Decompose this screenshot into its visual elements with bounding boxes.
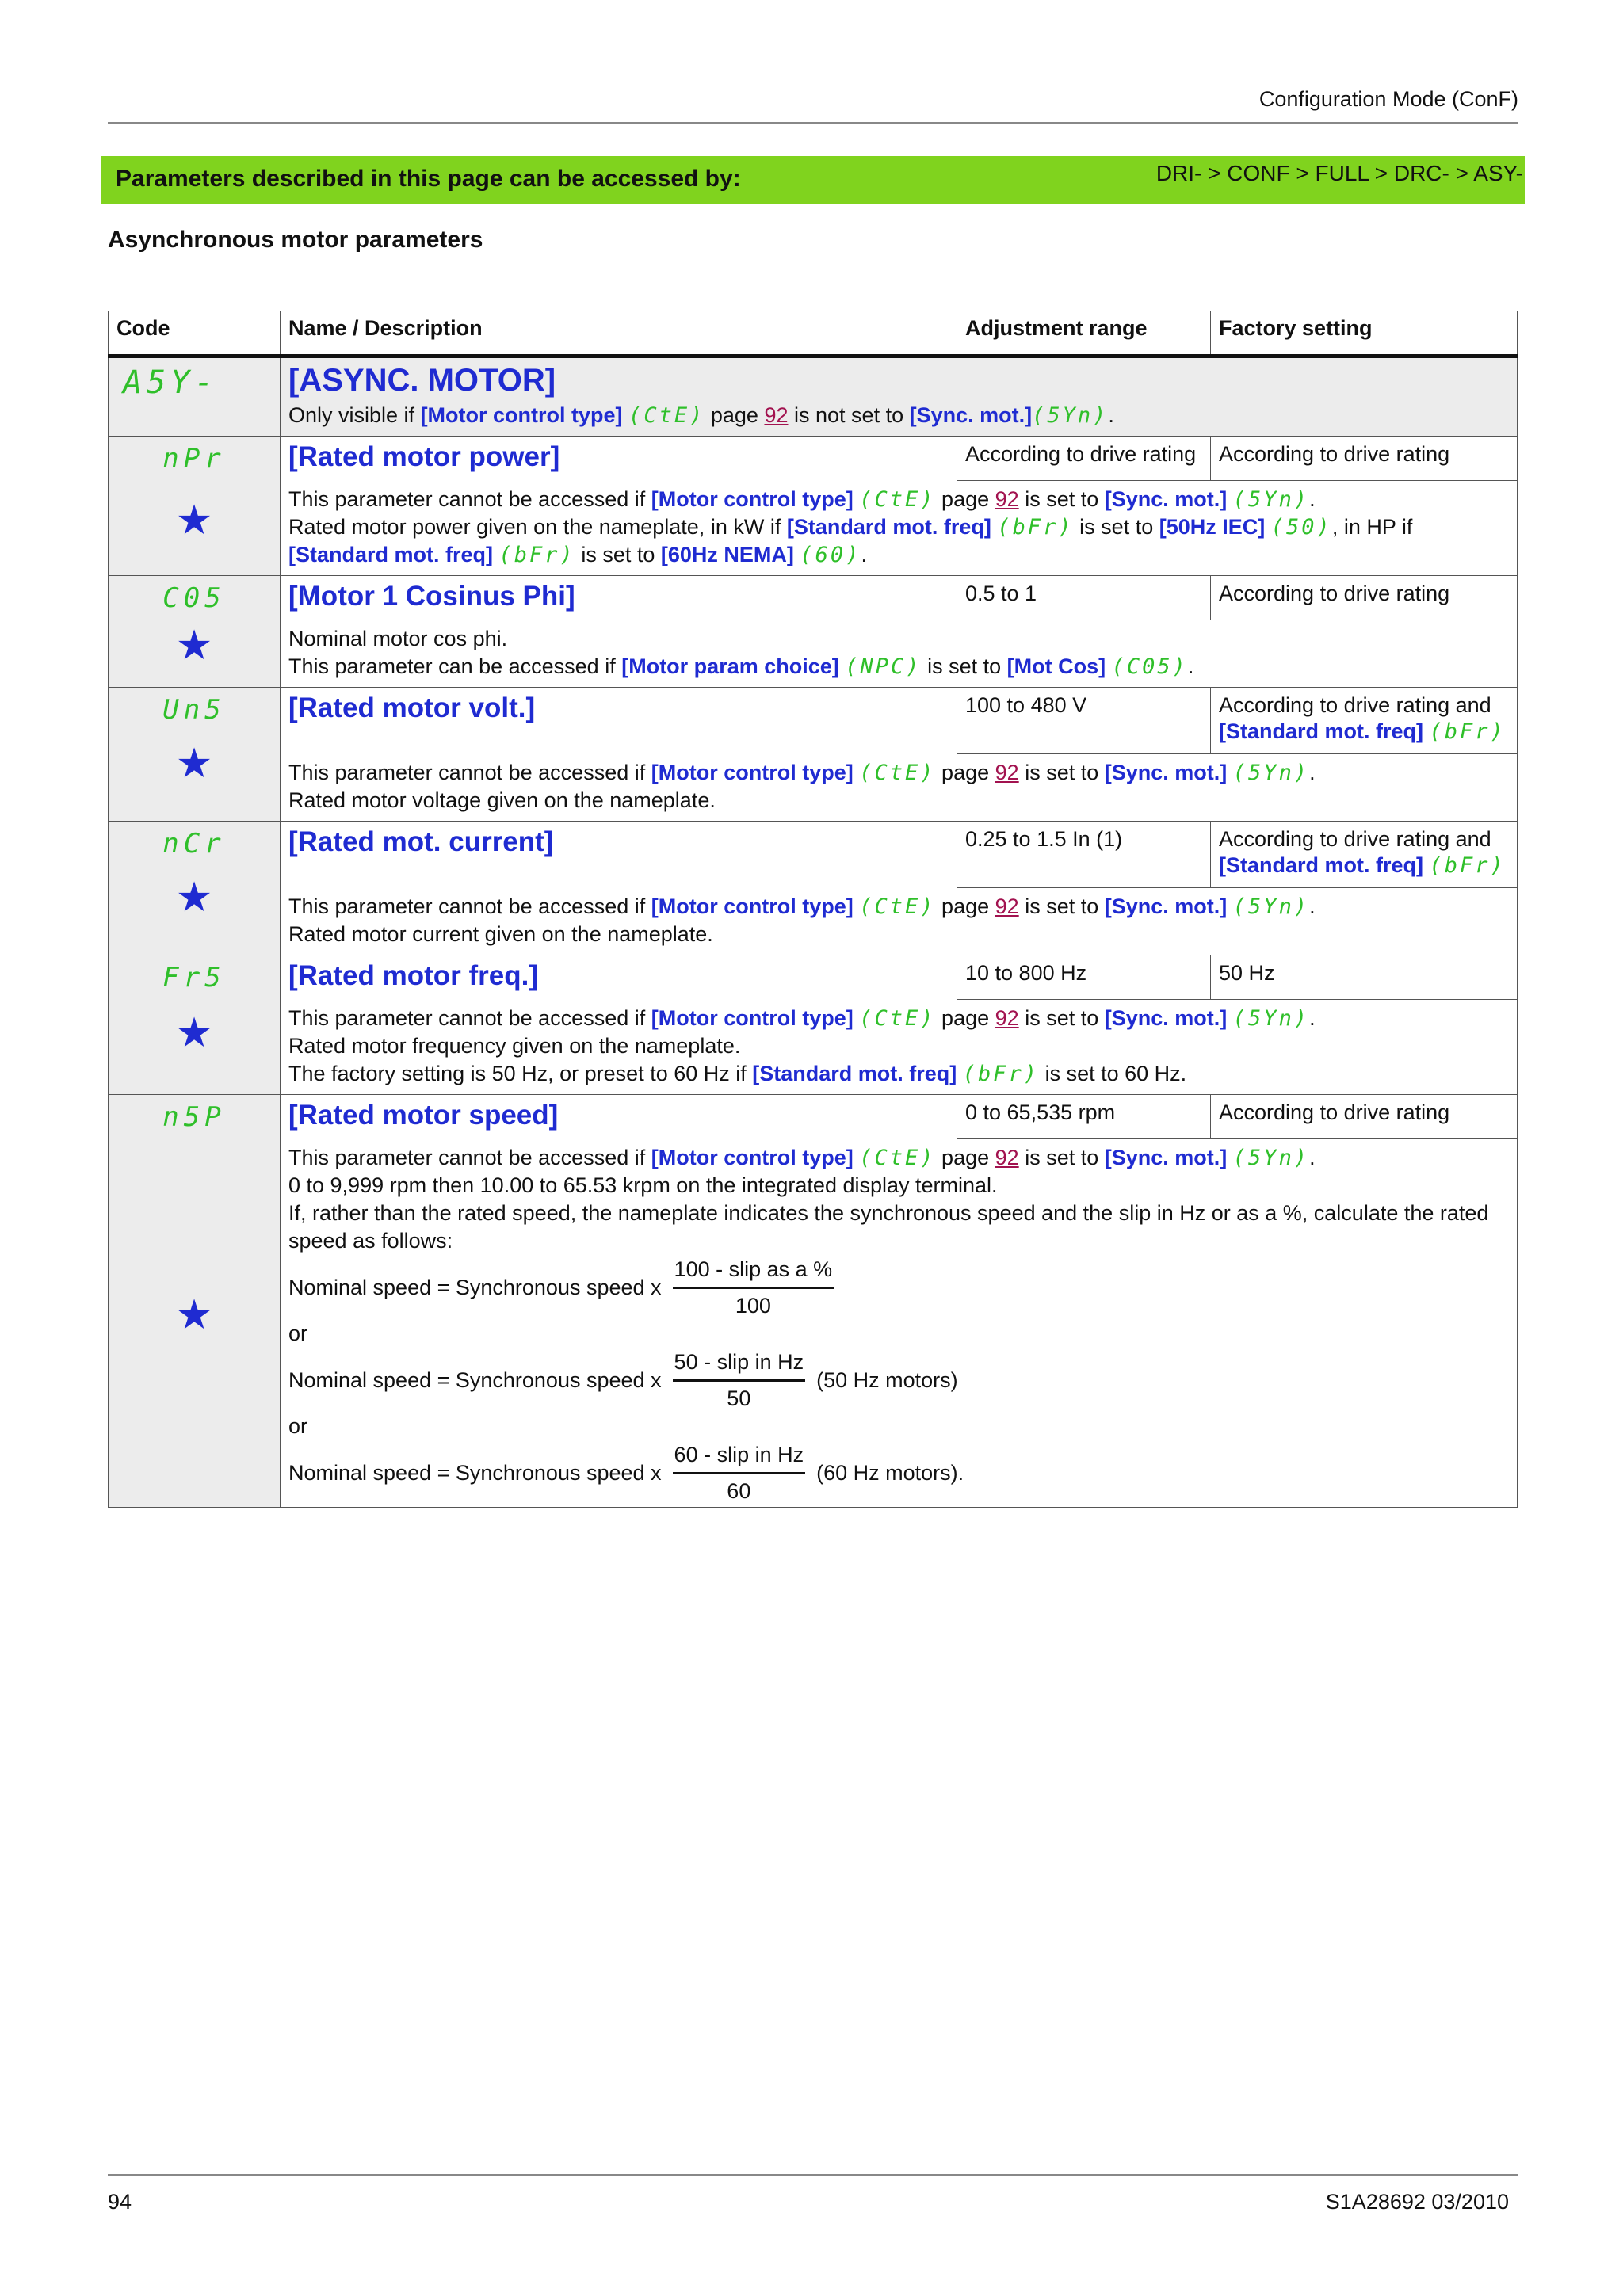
star-icon: ★: [175, 623, 213, 669]
desc-cell: [281, 481, 1518, 576]
param-desc: Nominal motor cos phi. This parameter can be accessed if [Motor param choice] (NPC) is set to [Mot Cos] (C05).: [288, 627, 1194, 679]
page-link[interactable]: 92: [995, 894, 1019, 918]
page-link[interactable]: 92: [995, 1006, 1019, 1030]
code-cell: [109, 822, 281, 955]
param-name: [Rated motor power]: [288, 441, 560, 472]
name-cell: [281, 955, 957, 1000]
param-desc: This parameter cannot be accessed if [Motor control type] (CtE) page 92 is set to [Sync. mot.] (5Yn). Rated motor current given on the nameplate.: [288, 894, 1316, 946]
desc-cell: [281, 754, 1518, 822]
star-icon: ★: [175, 498, 213, 543]
desc-cell: [281, 1000, 1518, 1095]
name-cell: [281, 822, 957, 888]
factory-cell: According to drive rating and [Standard mot. freq] (bFr): [1211, 688, 1518, 754]
page-number: 94: [108, 2190, 132, 2214]
code-value: Fr5: [162, 962, 226, 994]
page-footer: [108, 2174, 1518, 2215]
param-name: [Rated motor freq.]: [288, 960, 538, 991]
code-value: n5P: [162, 1101, 226, 1133]
code-cell: [109, 576, 281, 688]
param-desc: This parameter cannot be accessed if [Motor control type] (CtE) page 92 is set to [Sync. mot.] (5Yn). 0 to 9,999 rpm then 10.00 to 65.53 krpm on the integrated display terminal. If, rather than the rated speed, the nameplate indicates the synchronous speed and the slip in Hz or as a %, calculate the rated speed as follows: Nominal speed = Synchronous speed x $\frac{\text{100 - slip as a \%}}{100}$ or Nominal speed = Synchronous speed x $\frac{\text{50 - slip in Hz}}{50}$ (50 Hz motors) or Nominal speed = Synchronous speed x $\frac{\text{60 - slip in Hz}}{60}$ (60 Hz motors).: [288, 1139, 1509, 1507]
page-link[interactable]: 92: [995, 487, 1019, 511]
param-name: [Rated motor volt.]: [288, 692, 536, 723]
range-cell: 0.5 to 1: [957, 576, 1211, 620]
parameter-table: [108, 311, 1518, 1508]
param-name: [Rated mot. current]: [288, 826, 554, 857]
page-link[interactable]: 92: [995, 761, 1019, 784]
table-row: [109, 357, 1518, 437]
star-icon: ★: [175, 1010, 213, 1056]
param-desc: This parameter cannot be accessed if [Motor control type] (CtE) page 92 is set to [Sync. mot.] (5Yn). Rated motor frequency given on the nameplate. The factory setting is 50 Hz, or preset to 60 Hz if [Standard mot. freq] (bFr) is set to 60 Hz.: [288, 1006, 1316, 1086]
range-cell: According to drive rating: [957, 437, 1211, 481]
code-value: C05: [162, 582, 226, 614]
access-path: DRI- > CONF > FULL > DRC- > ASY-: [1155, 161, 1523, 185]
table-row: [109, 1139, 1518, 1508]
code-cell: [109, 955, 281, 1095]
code-value: nCr: [162, 828, 226, 860]
star-icon: ★: [175, 1292, 213, 1338]
factory-cell: 50 Hz: [1211, 955, 1518, 1000]
range-cell: 100 to 480 V: [957, 688, 1211, 754]
factory-cell: According to drive rating: [1211, 576, 1518, 620]
table-header-row: [109, 311, 1518, 357]
range-cell: 0 to 65,535 rpm: [957, 1095, 1211, 1139]
table-row: [109, 576, 1518, 620]
table-row: [109, 1095, 1518, 1139]
table-row: [109, 822, 1518, 888]
name-cell: [281, 576, 957, 620]
code-value: nPr: [162, 443, 226, 475]
factory-cell: According to drive rating: [1211, 437, 1518, 481]
table-row: [109, 1000, 1518, 1095]
table-row: [109, 437, 1518, 481]
code-value: A5Y-: [123, 364, 219, 401]
desc-cell: [281, 620, 1518, 688]
param-name: [ASYNC. MOTOR]: [288, 363, 556, 398]
table-row: [109, 481, 1518, 576]
section-title: Asynchronous motor parameters: [108, 227, 483, 253]
code-cell: [109, 357, 281, 437]
formula-1: Nominal speed = Synchronous speed x $\frac{\text{100 - slip as a \%}}{100}$: [288, 1257, 833, 1318]
table-row: [109, 754, 1518, 822]
formula-2: Nominal speed = Synchronous speed x $\frac{\text{50 - slip in Hz}}{50}$ (50 Hz motors): [288, 1349, 958, 1410]
star-icon: ★: [175, 741, 213, 787]
desc-cell: [281, 888, 1518, 955]
name-cell: [281, 437, 957, 481]
access-label: Parameters described in this page can be accessed by:: [116, 166, 741, 192]
menu-cell: [281, 357, 1518, 437]
page-link[interactable]: 92: [995, 1146, 1019, 1169]
factory-cell: According to drive rating: [1211, 1095, 1518, 1139]
name-cell: [281, 688, 957, 754]
access-bar: [101, 156, 1525, 204]
code-cell: [109, 1095, 281, 1508]
col-code: Code: [109, 311, 281, 357]
header-title: Configuration Mode (ConF): [1258, 87, 1518, 111]
code-cell: [109, 688, 281, 822]
range-cell: 0.25 to 1.5 In (1): [957, 822, 1211, 888]
table-row: [109, 888, 1518, 955]
col-name: Name / Description: [281, 311, 957, 357]
name-cell: [281, 1095, 957, 1139]
doc-reference: S1A28692 03/2010: [1325, 2190, 1509, 2214]
param-name: [Rated motor speed]: [288, 1100, 559, 1131]
formula-3: Nominal speed = Synchronous speed x $\frac{\text{60 - slip in Hz}}{60}$ (60 Hz motors).: [288, 1442, 964, 1503]
table-row: [109, 955, 1518, 1000]
code-value: Un5: [162, 694, 226, 726]
param-desc: This parameter cannot be accessed if [Motor control type] (CtE) page 92 is set to [Sync. mot.] (5Yn). Rated motor power given on the nameplate, in kW if [Standard mot. freq] (bFr) is set to [50Hz IEC] (50), in HP if [Standard mot. freq] (bFr) is set to [60Hz NEMA] (60).: [288, 487, 1413, 567]
code-cell: [109, 437, 281, 576]
range-cell: 10 to 800 Hz: [957, 955, 1211, 1000]
param-name: [Motor 1 Cosinus Phi]: [288, 581, 575, 612]
param-desc: This parameter cannot be accessed if [Motor control type] (CtE) page 92 is set to [Sync. mot.] (5Yn). Rated motor voltage given on the nameplate.: [288, 761, 1316, 812]
page-link[interactable]: 92: [764, 403, 789, 427]
page-header: [108, 86, 1518, 124]
desc-cell: [281, 1139, 1518, 1508]
col-range: Adjustment range: [957, 311, 1211, 357]
param-desc: Only visible if [Motor control type] (CtE) page 92 is not set to [Sync. mot.](5Yn).: [288, 403, 1114, 428]
table-row: [109, 620, 1518, 688]
col-factory: Factory setting: [1211, 311, 1518, 357]
table-row: [109, 688, 1518, 754]
star-icon: ★: [175, 875, 213, 921]
factory-cell: According to drive rating and [Standard mot. freq] (bFr): [1211, 822, 1518, 888]
